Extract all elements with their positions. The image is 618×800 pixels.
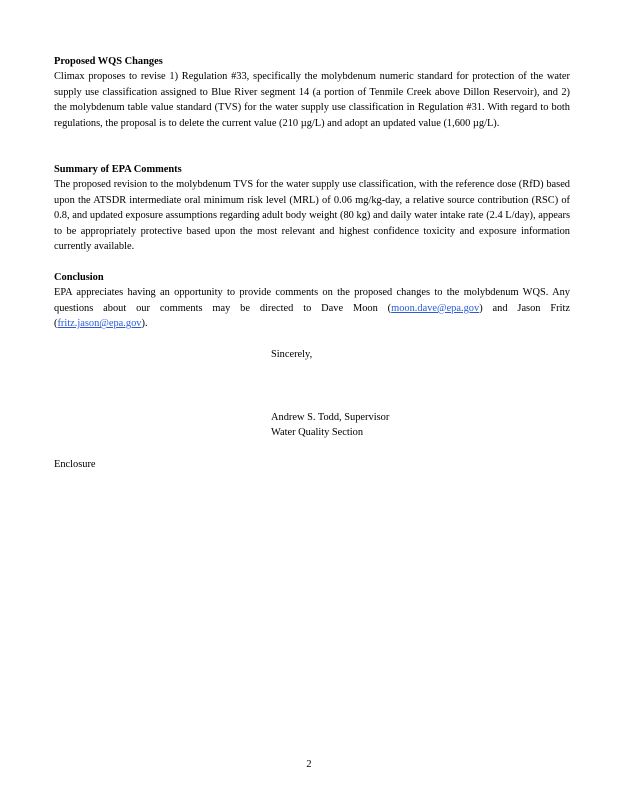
proposed-changes-heading: Proposed WQS Changes [54, 56, 163, 67]
conclusion-section [54, 270, 570, 332]
enclosure-label: Enclosure [54, 459, 96, 470]
conclusion-text-3: ). [141, 318, 148, 330]
conclusion-heading: Conclusion [54, 272, 104, 283]
proposed-changes-body: Climax proposes to revise 1) Regulation #33, specifically the molybdenum numeric standard for protection of the water supply use classification assigned to Blue River segment 14 (a portion of Tenmile Creek above Dillon Reservoir), and 2) the molybdenum table value standard (TVS) for the water supply use classification in Regulation #31. With regard to both regulations, the proposal is to delete the current value (210 µg/L) and adopt an updated value (1,600 µg/L). [54, 71, 570, 129]
salutation: Sincerely, [271, 349, 313, 360]
page-number: 2 [306, 759, 312, 770]
conclusion-text-1: EPA appreciates having an opportunity to provide comments on the proposed changes to the molybdenum WQS. Any questions about our comments may be directed to Dave Moon ( [54, 287, 570, 314]
conclusion-body [54, 285, 570, 331]
email-link-jason-fritz[interactable]: fritz.jason@epa.gov [57, 318, 142, 330]
signer-section: Water Quality Section [271, 427, 364, 438]
proposed-changes-section [54, 54, 570, 131]
summary-heading: Summary of EPA Comments [54, 164, 182, 175]
summary-body: The proposed revision to the molybdenum TVS for the water supply use classification, with the reference dose (RfD) based upon the ATSDR intermediate oral minimum risk level (MRL) of 0.06 mg/kg-day, a relative source contribution (RSC) of 0.8, and updated exposure assumptions regarding adult body weight (80 kg) and daily water intake rate (2.4 L/day), appears to be appropriately protective based upon the most relevant and highest confidence toxicity and exposure information currently available. [54, 179, 570, 253]
summary-section [54, 162, 570, 254]
conclusion-text-2: ) and Jason Fritz ( [54, 302, 570, 330]
email-link-dave-moon[interactable]: moon.dave@epa.gov [391, 302, 480, 314]
signer-name-title: Andrew S. Todd, Supervisor [271, 412, 390, 423]
